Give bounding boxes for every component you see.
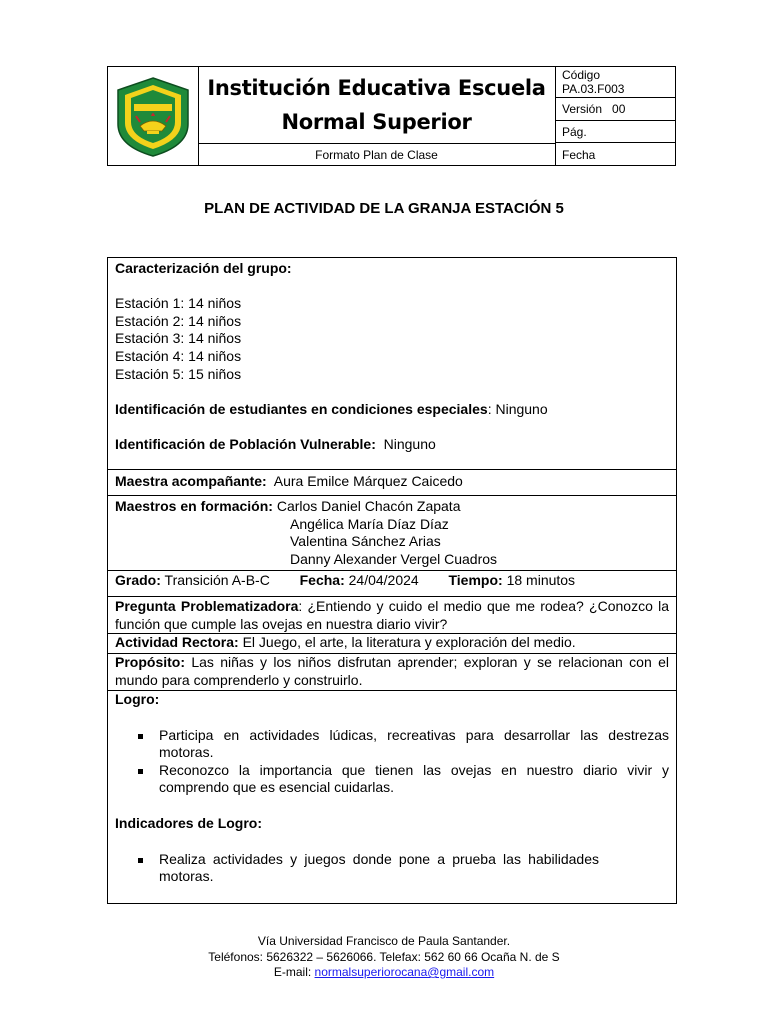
meta-row xyxy=(108,570,676,596)
station-item: Estación 5: 15 niños xyxy=(115,365,242,382)
format-label: Formato Plan de Clase xyxy=(198,143,556,166)
achievement-list xyxy=(115,727,669,797)
page-footer xyxy=(0,934,768,981)
footer-phones: Teléfonos: 5626322 – 5626066. Telefax: 562 60 66 Ocaña N. de S xyxy=(208,949,560,964)
page-label: Pág. xyxy=(562,124,587,139)
trainees-label: Maestros en formación: xyxy=(115,498,273,514)
date-cell xyxy=(555,143,676,166)
special-label: Identificación de estudiantes en condiciones especiales xyxy=(115,400,488,417)
trainee-name: Carlos Daniel Chacón Zapata xyxy=(276,498,461,514)
special-conditions xyxy=(115,401,669,419)
activity-row xyxy=(108,633,676,653)
teacher-row xyxy=(108,469,676,495)
activity-label: Actividad Rectora: xyxy=(115,634,239,650)
question-text: : ¿Entiendo y cuido el medio que me rodea? ¿Conozco la función que cumple las ovejas en nuestra diario vivir? xyxy=(115,598,669,632)
page-cell xyxy=(555,121,676,143)
purpose-text: Las niñas y los niños disfrutan aprender; exploran y se relacionan con el mundo para comprenderlo y construirlo. xyxy=(115,654,669,688)
footer-email-label: E-mail: xyxy=(273,965,312,979)
version-cell xyxy=(555,98,676,121)
indicators-list xyxy=(115,851,669,886)
footer-address: Vía Universidad Francisco de Paula Santander. xyxy=(257,934,511,948)
trainees-row xyxy=(108,495,676,570)
code-value: PA.03.F003 xyxy=(562,82,625,96)
date-header-label: Fecha xyxy=(562,147,596,162)
time-value: 18 minutos xyxy=(506,572,576,588)
trainee-name: Danny Alexander Vergel Cuadros xyxy=(290,550,498,567)
time-label: Tiempo: xyxy=(448,572,503,588)
version-value: 00 xyxy=(612,102,626,116)
grade-value: Transición A-B-C xyxy=(164,572,270,588)
indicators-label: Indicadores de Logro: xyxy=(115,814,263,831)
version-label: Versión xyxy=(562,102,603,116)
page-title: PLAN DE ACTIVIDAD DE LA GRANJA ESTACIÓN 5 xyxy=(204,200,564,217)
trainee-name: Valentina Sánchez Arias xyxy=(290,533,441,550)
teacher-value: Aura Emilce Márquez Caicedo xyxy=(273,473,463,489)
institution-title-line1: Institución Educativa Escuela xyxy=(207,76,546,100)
footer-email-line xyxy=(0,965,768,981)
code-label: Código xyxy=(562,68,601,82)
indicator-item: Realiza actividades y juegos donde pone a prueba las habilidades motoras. xyxy=(115,851,669,886)
question-label: Pregunta Problematizadora xyxy=(115,598,299,614)
vulnerable-value: Ninguno xyxy=(383,435,436,452)
date-label: Fecha: xyxy=(299,572,345,588)
question-row xyxy=(108,596,676,633)
document-header xyxy=(107,66,676,166)
code-cell xyxy=(555,67,676,98)
date-value: 24/04/2024 xyxy=(348,572,419,588)
station-item: Estación 4: 14 niños xyxy=(115,347,242,364)
purpose-label: Propósito: xyxy=(115,654,185,670)
grade-label: Grado: xyxy=(115,572,161,588)
special-value: : Ninguno xyxy=(487,400,548,417)
vulnerable-population xyxy=(115,436,669,454)
group-row xyxy=(108,260,676,469)
group-label: Caracterización del grupo: xyxy=(115,260,292,276)
vulnerable-label: Identificación de Población Vulnerable: xyxy=(115,435,376,452)
achievement-label: Logro: xyxy=(115,691,160,707)
institution-title-cell xyxy=(198,67,556,144)
logo-cell xyxy=(108,67,199,166)
achievement-item: Reconozco la importancia que tienen las ovejas en nuestro diario vivir y comprendo que es esencial cuidarlas. xyxy=(115,762,669,797)
activity-text: El Juego, el arte, la literatura y exploración del medio. xyxy=(242,634,576,650)
station-item: Estación 1: 14 niños xyxy=(115,295,242,312)
teacher-label: Maestra acompañante: xyxy=(115,473,267,489)
station-item: Estación 3: 14 niños xyxy=(115,330,242,347)
trainee-name: Angélica María Díaz Díaz xyxy=(290,515,449,532)
institution-title-line2: Normal Superior xyxy=(281,110,472,134)
school-crest-logo xyxy=(114,76,192,158)
purpose-row xyxy=(108,653,676,690)
achievement-item: Participa en actividades lúdicas, recreativas para desarrollar las destrezas motoras. xyxy=(115,727,669,762)
plan-table xyxy=(107,257,677,904)
station-item: Estación 2: 14 niños xyxy=(115,312,242,329)
footer-email-link[interactable]: normalsuperiorocana@gmail.com xyxy=(314,965,495,979)
achievement-row xyxy=(108,690,676,903)
